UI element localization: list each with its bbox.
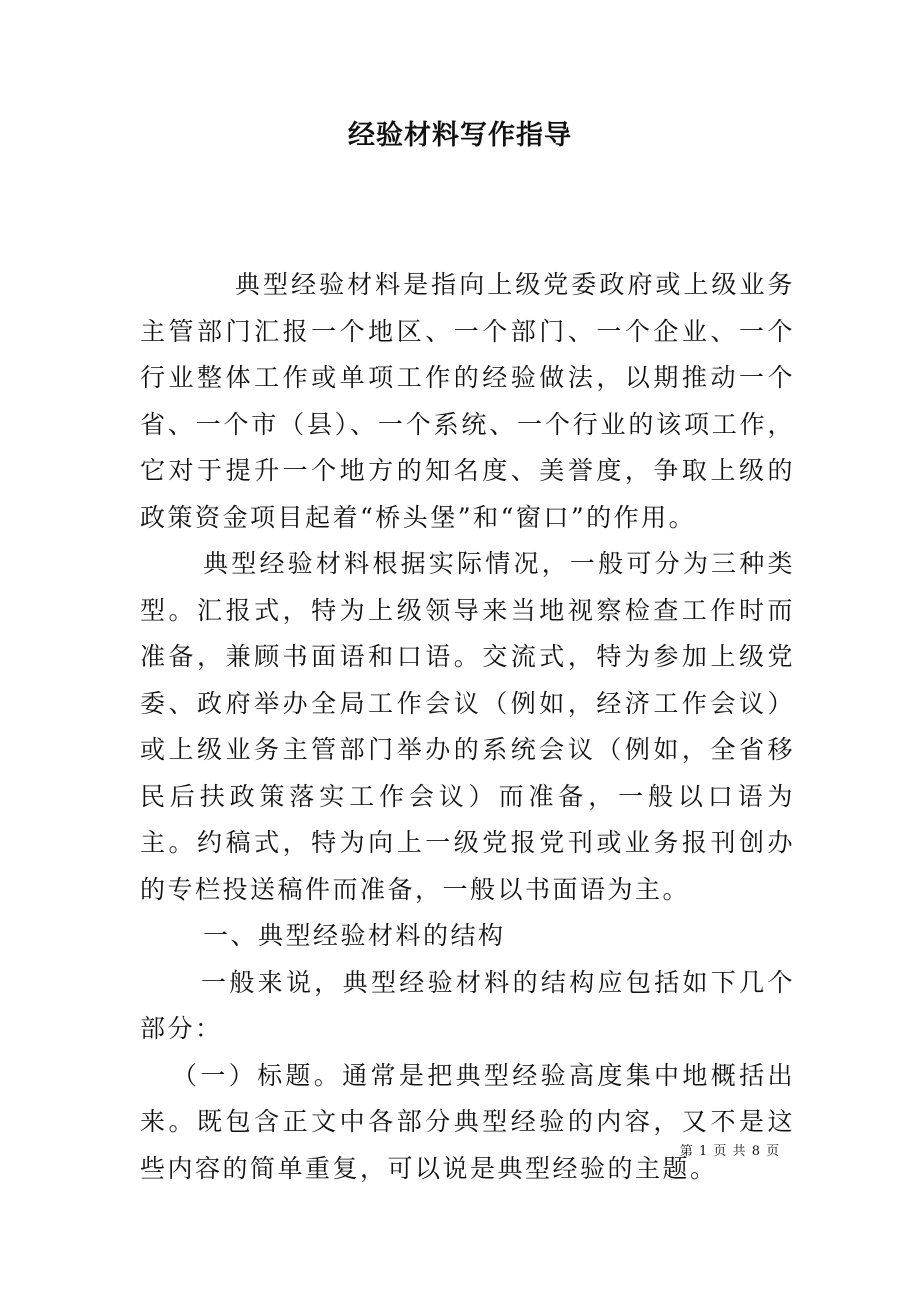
page-number-label: 第 1 页 共 8 页 [679, 1144, 781, 1159]
paragraph-types: 典型经验材料根据实际情况，一般可分为三种类型。汇报式，特为上级领导来当地视察检查工作时而准备，兼顾书面语和口语。交流式，特为参加上级党委、政府举办全局工作会议（例如，经济工作会议）或上级业务主管部门举办的系统会议（例如，全省移民后扶政策落实工作会议）而准备，一般以口语为主。约稿式，特为向上一级党报党刊或业务报刊创办的专栏投送稿件而准备，一般以书面语为主。 [140, 549, 795, 904]
document-body [140, 262, 795, 1192]
paragraph-structure-intro: 一般来说，典型经验材料的结构应包括如下几个部分： [140, 967, 795, 1043]
page-number-footer [660, 1143, 800, 1161]
document-title: 经验材料写作指导 [348, 120, 572, 151]
paragraph-title-section: （一）标题。通常是把典型经验高度集中地概括出来。既包含正文中各部分典型经验的内容，又不是这些内容的简单重复，可以说是典型经验的主题。 [140, 1060, 795, 1183]
paragraph-intro: 典型经验材料是指向上级党委政府或上级业务主管部门汇报一个地区、一个部门、一个企业、一个行业整体工作或单项工作的经验做法，以期推动一个省、一个市（县）、一个系统、一个行业的该项工作，它对于提升一个地方的知名度、美誉度，争取上级的政策资金项目起着“桥头堡”和“窗口”的作用。 [140, 270, 795, 532]
section-heading-structure: 一、典型经验材料的结构 [203, 921, 506, 950]
